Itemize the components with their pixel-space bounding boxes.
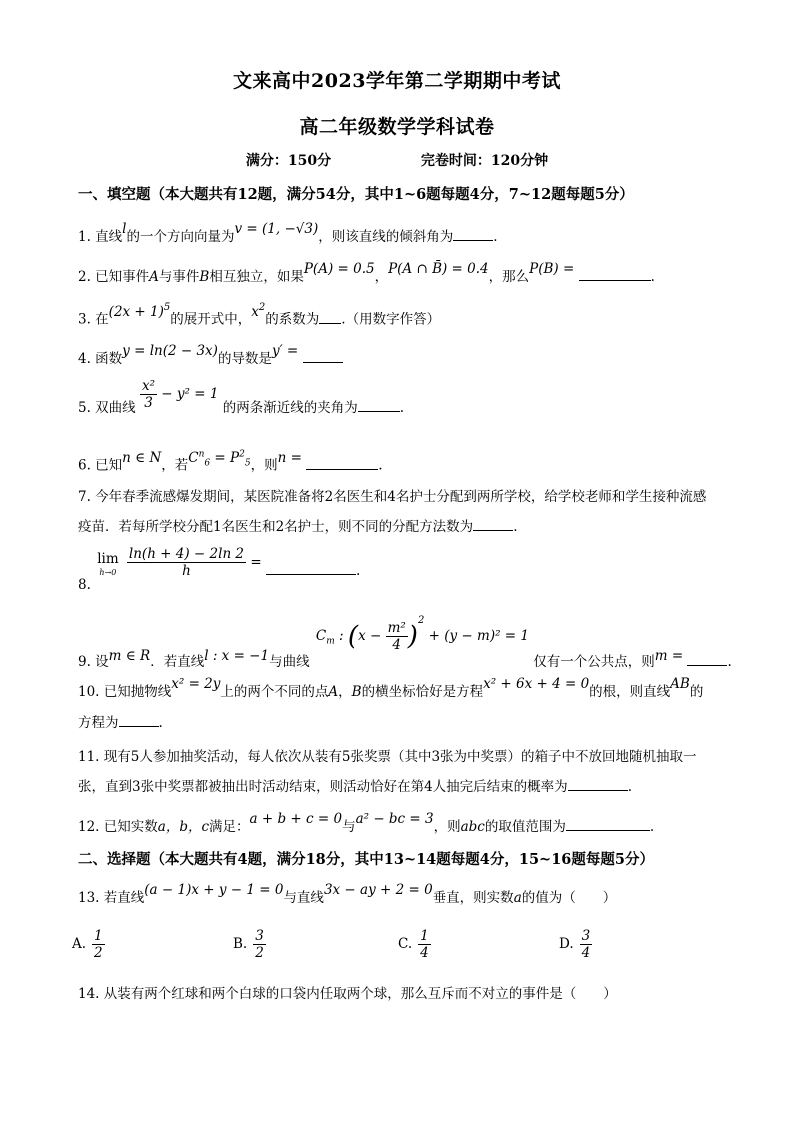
question-4: 4. 函数y = ln(2 − 3x)的导数是y′ = — [78, 348, 343, 369]
answer-blank[interactable] — [566, 816, 650, 831]
question-10: 10. 已知抛物线x² = 2y上的两个不同的点A，B的横坐标恰好是方程x² + 6x + 4 = 0的根，则直线AB的 — [78, 676, 704, 700]
answer-blank[interactable] — [303, 348, 343, 363]
question-8: 8. lim h→0 $\frac{\ln(h + 4) - 2\ln 2}{h}$ = . — [78, 546, 361, 593]
question-6: 6. 已知n ∈ N，若$C^n_6 = P^2_5$，则n = . — [78, 449, 383, 474]
answer-blank[interactable] — [306, 455, 378, 470]
question-10-cont: 方程为 . — [78, 712, 163, 733]
question-9: 9. 设m ∈ R．若直线l : x = −1与曲线 $C_m$ : (x − $\frac{\text{m²}}{4}$ )$^2$ + (y − m)² = 1 仅有一个公共点，则m = . — [78, 614, 732, 670]
question-2: 2. 已知事件A与事件B相互独立，如果P(A) = 0.5，P(A ∩ B̄) = 0.4，那么P(B) = . — [78, 261, 655, 285]
exam-meta — [0, 150, 794, 170]
question-13: 13. 若直线(a − 1)x + y − 1 = 0与直线3x − ay + 2 = 0垂直，则实数a的值为（ ） — [78, 882, 617, 906]
full-score: 满分：150分 — [245, 153, 332, 169]
question-14: 14. 从装有两个红球和两个白球的口袋内任取两个球，那么互斥而不对立的事件是（ ） — [78, 986, 617, 1002]
answer-blank[interactable] — [687, 651, 727, 666]
answer-blank[interactable] — [358, 397, 400, 412]
exam-subtitle: 高二年级数学学科试卷 — [299, 116, 495, 138]
answer-blank[interactable] — [473, 516, 513, 531]
question-11: 11. 现有5人参加抽奖活动，每人依次从装有5张奖票（其中3张为中奖票）的箱子中不放回地随机抽取一张，直到3张中奖票都被抽出时活动结束，则活动恰好在第4人抽完后结束的概率为 . — [78, 749, 697, 795]
choice-a[interactable]: A. $\frac{1}{2}$ — [72, 928, 103, 961]
answer-blank[interactable] — [119, 712, 159, 727]
question-12: 12. 已知实数a，b，c满足：a + b + c = 0与a² − bc = 3，则abc的取值范围为 . — [78, 811, 655, 835]
question-5: 5. 双曲线 $\frac{\text{x²}}{3}$ − y² = 1 的两条渐近线的夹角为 . — [78, 378, 405, 416]
choice-c[interactable]: C. $\frac{1}{4}$ — [398, 928, 429, 961]
answer-blank[interactable] — [266, 560, 356, 575]
answer-blank[interactable] — [579, 266, 651, 281]
answer-blank[interactable] — [319, 309, 341, 324]
duration: 完卷时间：120分钟 — [420, 153, 549, 169]
exam-title: 文来高中2023学年第二学期期中考试 — [233, 70, 561, 92]
choice-b[interactable]: B. $\frac{3}{2}$ — [233, 928, 264, 961]
choice-d[interactable]: D. $\frac{3}{4}$ — [559, 928, 591, 961]
answer-blank[interactable] — [568, 776, 628, 791]
section-1-heading: 一、填空题（本大题共有12题，满分54分，其中1~6题每题4分，7~12题每题5分） — [78, 186, 634, 203]
answer-blank[interactable] — [453, 226, 493, 241]
section-2-heading: 二、选择题（本大题共有4题，满分18分，其中13~14题每题4分，15~16题每题5分） — [78, 851, 654, 868]
question-3: 3. 在$(2x + 1)^5$的展开式中，$x^2$的系数为 .（用数字作答） — [78, 302, 441, 328]
question-7: 7. 今年春季流感爆发期间，某医院准备将2名医生和4名护士分配到两所学校，给学校老师和学生接种流感疫苗．若每所学校分配1名医生和2名护士，则不同的分配方法数为 . — [78, 489, 707, 535]
question-1: 1. 直线l的一个方向向量为v = (1, −√3)，则该直线的倾斜角为 . — [78, 221, 498, 245]
